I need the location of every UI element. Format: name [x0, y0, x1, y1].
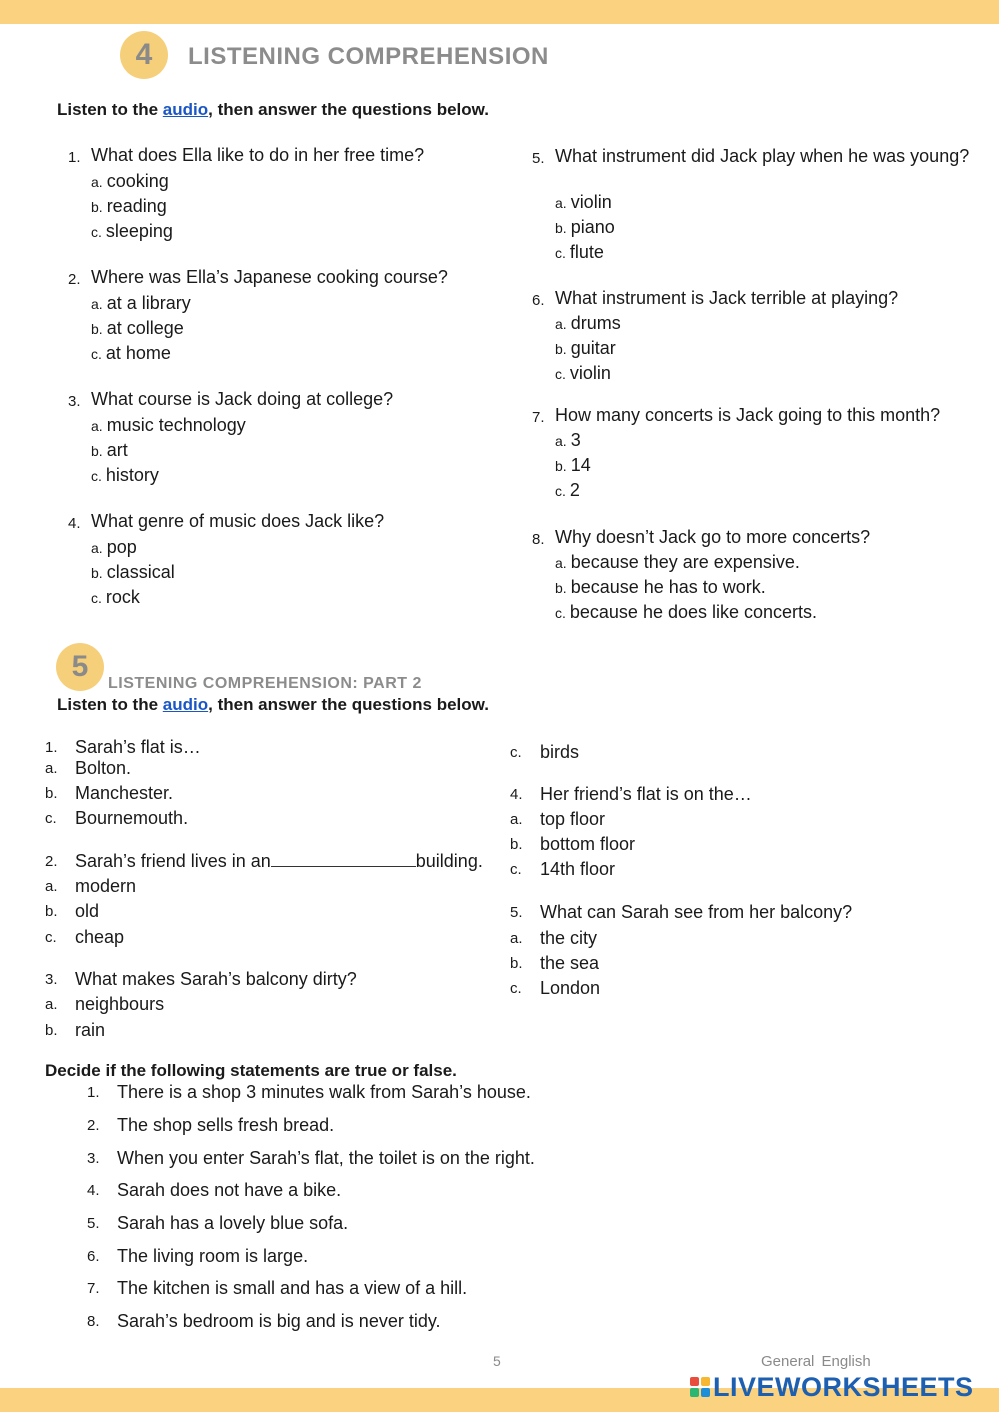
question-number: 6.	[532, 292, 545, 309]
section-4-title: LISTENING COMPREHENSION	[188, 43, 549, 70]
course-name: General English	[761, 1353, 871, 1370]
option-a[interactable]: a. violin	[555, 192, 612, 212]
logo-square	[690, 1377, 699, 1386]
option-a[interactable]: a. drums	[555, 313, 621, 333]
option-b[interactable]: b. at college	[91, 318, 184, 338]
instruction-text: Listen to the	[57, 695, 163, 714]
instruction-text: , then answer the questions below.	[208, 695, 489, 714]
question-number: 1.	[68, 149, 81, 166]
question-number: 2.	[68, 271, 81, 288]
question-text: What instrument did Jack play when he was young?	[555, 146, 970, 166]
question-number: 7.	[532, 409, 545, 426]
page-number: 5	[493, 1353, 501, 1369]
logo-text: LIVEWORKSHEETS	[713, 1372, 974, 1402]
option-c[interactable]: c. sleeping	[91, 221, 173, 241]
option-c[interactable]: c. at home	[91, 343, 171, 363]
liveworksheets-logo	[690, 1372, 974, 1402]
option-a[interactable]: a. pop	[91, 537, 137, 557]
option-c[interactable]: c. flute	[555, 242, 604, 262]
section-5-title: LISTENING COMPREHENSION: PART 2	[108, 675, 422, 692]
question-number: 8.	[532, 531, 545, 548]
question-number: 5.	[532, 150, 545, 167]
fill-in-blank	[271, 850, 416, 867]
option-b[interactable]: b. art	[91, 440, 128, 460]
option-c[interactable]: c. 2	[555, 480, 580, 500]
question-text: How many concerts is Jack going to this month?	[555, 405, 941, 425]
option-a[interactable]: a. cooking	[91, 171, 169, 191]
option-c[interactable]: c. rock	[91, 587, 140, 607]
question-number: 3.	[68, 393, 81, 410]
logo-icon	[690, 1377, 710, 1397]
question-text: Where was Ella’s Japanese cooking course?	[91, 267, 448, 287]
option-b[interactable]: b. piano	[555, 217, 615, 237]
logo-square	[701, 1377, 710, 1386]
option-a[interactable]: a. music technology	[91, 415, 246, 435]
option-b[interactable]: b. guitar	[555, 338, 616, 358]
true-false-heading: Decide if the following statements are true or false.	[45, 1061, 457, 1080]
question-text: What genre of music does Jack like?	[91, 511, 385, 531]
option-c[interactable]: c. history	[91, 465, 159, 485]
section-4-instruction	[57, 100, 489, 120]
section-5-badge: 5	[56, 643, 104, 691]
instruction-text: , then answer the questions below.	[208, 100, 489, 119]
audio-link[interactable]: audio	[162, 695, 209, 714]
option-c[interactable]: c. violin	[555, 363, 611, 383]
option-c[interactable]: c. because he does like concerts.	[555, 602, 818, 622]
audio-link[interactable]: audio	[162, 100, 209, 119]
option-a[interactable]: a. 3	[555, 430, 581, 450]
top-color-band	[0, 0, 999, 24]
option-b[interactable]: b. because he has to work.	[555, 577, 766, 597]
option-b[interactable]: b. 14	[555, 455, 591, 475]
instruction-text: Listen to the	[57, 100, 163, 119]
logo-square	[701, 1388, 710, 1397]
option-a[interactable]: a. at a library	[91, 293, 191, 313]
question-text: Why doesn’t Jack go to more concerts?	[555, 527, 871, 547]
question-text: What course is Jack doing at college?	[91, 389, 394, 409]
question-text: What does Ella like to do in her free time?	[91, 145, 425, 165]
question-text: What instrument is Jack terrible at playing?	[555, 288, 899, 308]
option-b[interactable]: b. reading	[91, 196, 167, 216]
question-number: 4.	[68, 515, 81, 532]
option-a[interactable]: a. because they are expensive.	[555, 552, 800, 572]
logo-square	[690, 1388, 699, 1397]
section-5-instruction	[57, 695, 489, 715]
option-b[interactable]: b. classical	[91, 562, 175, 582]
section-4-badge: 4	[120, 31, 168, 79]
